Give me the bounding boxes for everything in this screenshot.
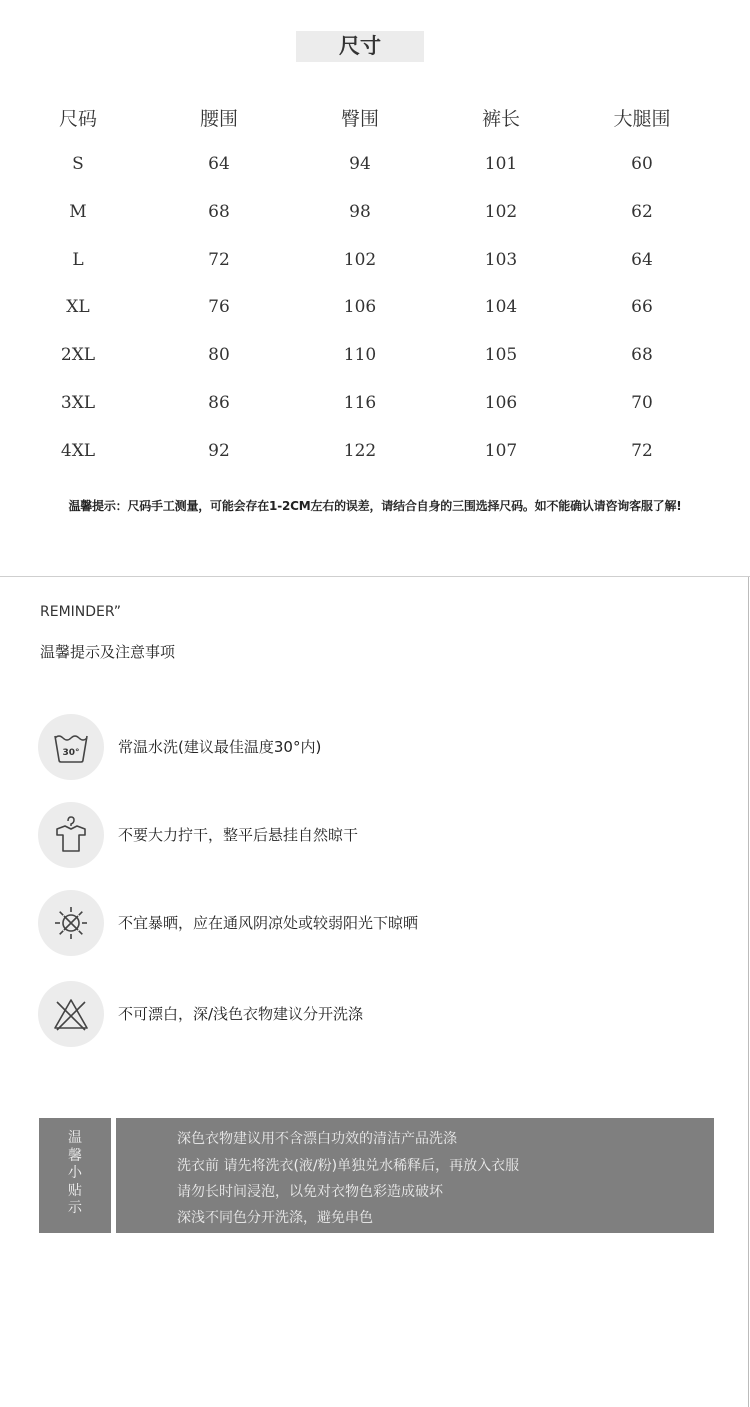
hang-dry-icon — [38, 802, 104, 868]
no-sun-icon — [38, 890, 104, 956]
measurement-cell: 102 — [484, 201, 518, 222]
measurement-cell: 62 — [631, 201, 653, 222]
tips-label: 温馨小贴示 — [68, 1130, 82, 1216]
header-size: 尺码 — [58, 108, 97, 130]
header-length: 裤长 — [481, 108, 520, 130]
measurement-cell: 80 — [208, 345, 230, 366]
measurement-cell: 107 — [484, 440, 518, 461]
size-cell: 4XL — [60, 440, 96, 461]
measurement-cell: 68 — [631, 345, 653, 366]
measurement-cell: 64 — [208, 154, 230, 174]
size-cell: L — [72, 249, 84, 270]
care-text-bleach: 不可漂白，深/浅色衣物建议分开洗涤 — [118, 1005, 364, 1023]
measurement-cell: 106 — [343, 297, 377, 318]
care-item-hang — [38, 802, 638, 868]
header-waist: 腰围 — [199, 108, 238, 130]
measurement-cell: 76 — [208, 297, 230, 318]
measurement-cell: 122 — [343, 440, 377, 461]
measurement-cell: 72 — [208, 249, 230, 270]
size-chart-title: 尺寸 — [296, 31, 424, 62]
measurement-cell: 102 — [343, 249, 377, 270]
measurement-cell: 106 — [484, 393, 518, 413]
tip-line: 请勿长时间浸泡，以免对衣物色彩造成破坏 — [177, 1184, 443, 1200]
measurement-cell: 70 — [631, 393, 653, 413]
section-divider — [0, 576, 750, 577]
care-text-wash: 常温水洗(建议最佳温度30°内) — [118, 738, 322, 756]
header-thigh: 大腿围 — [613, 108, 671, 130]
measurement-cell: 68 — [208, 201, 230, 222]
measurement-cell: 72 — [631, 440, 653, 461]
size-cell: 3XL — [60, 393, 96, 413]
tips-body — [116, 1118, 714, 1233]
size-cell: S — [72, 154, 84, 174]
measurement-cell: 94 — [349, 154, 371, 174]
measurement-cell: 101 — [484, 154, 518, 174]
tip-line: 深色衣物建议用不含漂白功效的清洁产品洗涤 — [177, 1131, 457, 1147]
right-border — [748, 577, 749, 1407]
measurement-cell: 104 — [484, 297, 518, 318]
size-chart-section — [0, 0, 750, 576]
header-hip: 臀围 — [340, 108, 379, 130]
measurement-cell: 110 — [343, 345, 377, 366]
tips-label-panel — [39, 1118, 111, 1233]
tip-line: 洗衣前 请先将洗衣(液/粉)单独兑水稀释后，再放入衣服 — [177, 1158, 520, 1174]
tips-box — [39, 1118, 714, 1233]
size-note: 温馨提示：尺码手工测量，可能会存在1-2CM左右的误差，请结合自身的三围选择尺码。如不能确认请咨询客服了解! — [68, 499, 682, 513]
measurement-cell: 105 — [484, 345, 518, 366]
measurement-cell: 64 — [631, 249, 653, 270]
care-item-bleach — [38, 981, 638, 1047]
measurement-cell: 103 — [484, 249, 518, 270]
wash-icon-label: 30° — [62, 748, 80, 758]
measurement-cell: 98 — [349, 201, 371, 222]
tip-line: 深浅不同色分开洗涤，避免串色 — [177, 1210, 373, 1226]
size-cell: M — [69, 201, 87, 222]
no-bleach-icon — [38, 981, 104, 1047]
care-item-wash — [38, 714, 638, 780]
reminder-title-en: REMINDER” — [40, 604, 121, 620]
care-text-hang: 不要大力拧干，整平后悬挂自然晾干 — [118, 826, 359, 844]
reminder-title-cn: 温馨提示及注意事项 — [40, 643, 176, 661]
measurement-cell: 86 — [208, 393, 230, 413]
measurement-cell: 116 — [343, 393, 377, 413]
size-cell: 2XL — [60, 345, 96, 366]
measurement-cell: 92 — [208, 440, 230, 461]
wash-30-icon — [38, 714, 104, 780]
care-text-sun: 不宜暴晒，应在通风阴凉处或较弱阳光下晾晒 — [118, 914, 419, 932]
care-item-sun — [38, 890, 638, 956]
measurement-cell: 66 — [631, 297, 653, 318]
size-cell: XL — [66, 297, 90, 318]
measurement-cell: 60 — [631, 154, 653, 174]
